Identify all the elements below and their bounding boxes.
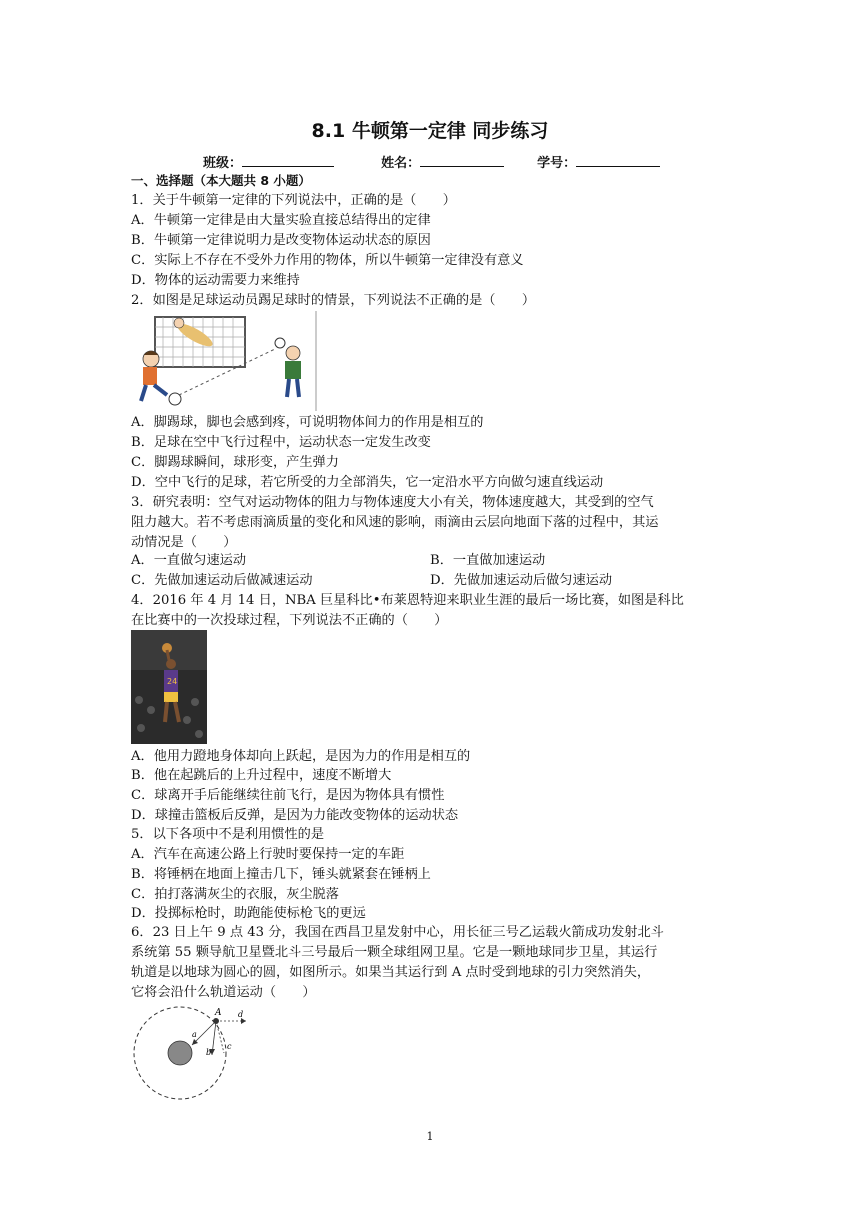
q1-option-a: A．牛顿第一定律是由大量实验直接总结得出的定律 [131,213,431,228]
soccer-figure [133,311,319,411]
q4-stem-line2: 在比赛中的一次投球过程，下列说法不正确的（ ） [131,613,448,628]
q5-option-a: A．汽车在高速公路上行驶时要保持一定的车距 [131,847,405,862]
id-blank [576,154,660,167]
class-blank [242,154,334,167]
path-d-label: d [238,1010,244,1019]
path-a-label: a [192,1030,197,1039]
id-label: 学号： [537,156,577,171]
q6-stem-line2: 系统第 55 颗导航卫星暨北斗三号最后一颗全球组网卫星。它是一颗地球同步卫星，其运行 [131,945,658,960]
q5-option-d: D．投掷标枪时，助跑能使标枪飞的更远 [131,906,366,921]
path-c-label: c [227,1042,232,1051]
q3-option-a: A．一直做匀速运动 [131,553,247,568]
q4-stem-line1: 4．2016 年 4 月 14 日，NBA 巨星科比•布莱恩特迎来职业生涯的最后一场比赛，如图是科比 [131,593,684,608]
section-heading: 一、选择题（本大题共 8 小题） [131,173,311,188]
name-label: 姓名： [381,156,421,171]
q1-stem: 1．关于牛顿第一定律的下列说法中，正确的是（ ） [131,193,456,208]
q1-option-c: C．实际上不存在不受外力作用的物体，所以牛顿第一定律没有意义 [131,253,524,268]
svg-text:24: 24 [167,677,178,686]
path-b-label: b [206,1048,212,1057]
q5-stem: 5．以下各项中不是利用惯性的是 [131,827,325,842]
q2-option-d: D．空中飞行的足球，若它所受的力全部消失，它一定沿水平方向做匀速直线运动 [131,475,604,490]
student-info-row [203,152,660,171]
q6-stem-line3: 轨道是以地球为圆心的圆，如图所示。如果当其运行到 A 点时受到地球的引力突然消失， [131,965,651,980]
q6-stem-line1: 6．23 日上午 9 点 43 分，我国在西昌卫星发射中心，用长征三号乙运载火箭成功发射北斗 [131,925,664,940]
q4-option-a: A．他用力蹬地身体却向上跃起，是因为力的作用是相互的 [131,749,471,764]
name-blank [420,154,504,167]
q1-option-b: B．牛顿第一定律说明力是改变物体运动状态的原因 [131,233,431,248]
page-number: 1 [426,1130,434,1143]
q5-option-b: B．将锤柄在地面上撞击几下，锤头就紧套在锤柄上 [131,867,431,882]
q2-option-c: C．脚踢球瞬间，球形变，产生弹力 [131,455,339,470]
q3-option-b: B．一直做加速运动 [430,553,546,568]
q2-stem: 2．如图是足球运动员踢足球时的情景，下列说法不正确的是（ ） [131,293,536,308]
q3-stem-line3: 动情况是（ ） [131,535,237,550]
q3-stem-line1: 3．研究表明：空气对运动物体的阻力与物体速度大小有关，物体速度越大，其受到的空气 [131,495,654,510]
q4-option-d: D．球撞击篮板后反弹，是因为力能改变物体的运动状态 [131,808,459,823]
class-label: 班级： [203,156,243,171]
q2-option-b: B．足球在空中飞行过程中，运动状态一定发生改变 [131,435,431,450]
q3-option-d: D．先做加速运动后做匀速运动 [430,573,613,588]
q4-option-b: B．他在起跳后的上升过程中，速度不断增大 [131,768,392,783]
orbit-diagram [128,1005,268,1101]
q3-stem-line2: 阻力越大。若不考虑雨滴质量的变化和风速的影响，雨滴由云层向地面下落的过程中，其运 [131,515,659,530]
q6-stem-line4: 它将会沿什么轨道运动（ ） [131,985,316,1000]
q5-option-c: C．拍打落满灰尘的衣服，灰尘脱落 [131,887,339,902]
q4-option-c: C．球离开手后能继续往前飞行，是因为物体具有惯性 [131,788,445,803]
page-title: 8.1 牛顿第一定律 同步练习 [311,120,549,142]
q1-option-d: D．物体的运动需要力来维持 [131,273,300,288]
basketball-photo [131,630,207,744]
q3-option-c: C．先做加速运动后做减速运动 [131,573,313,588]
point-a-label: A [215,1008,222,1018]
q2-option-a: A．脚踢球，脚也会感到疼，可说明物体间力的作用是相互的 [131,415,484,430]
